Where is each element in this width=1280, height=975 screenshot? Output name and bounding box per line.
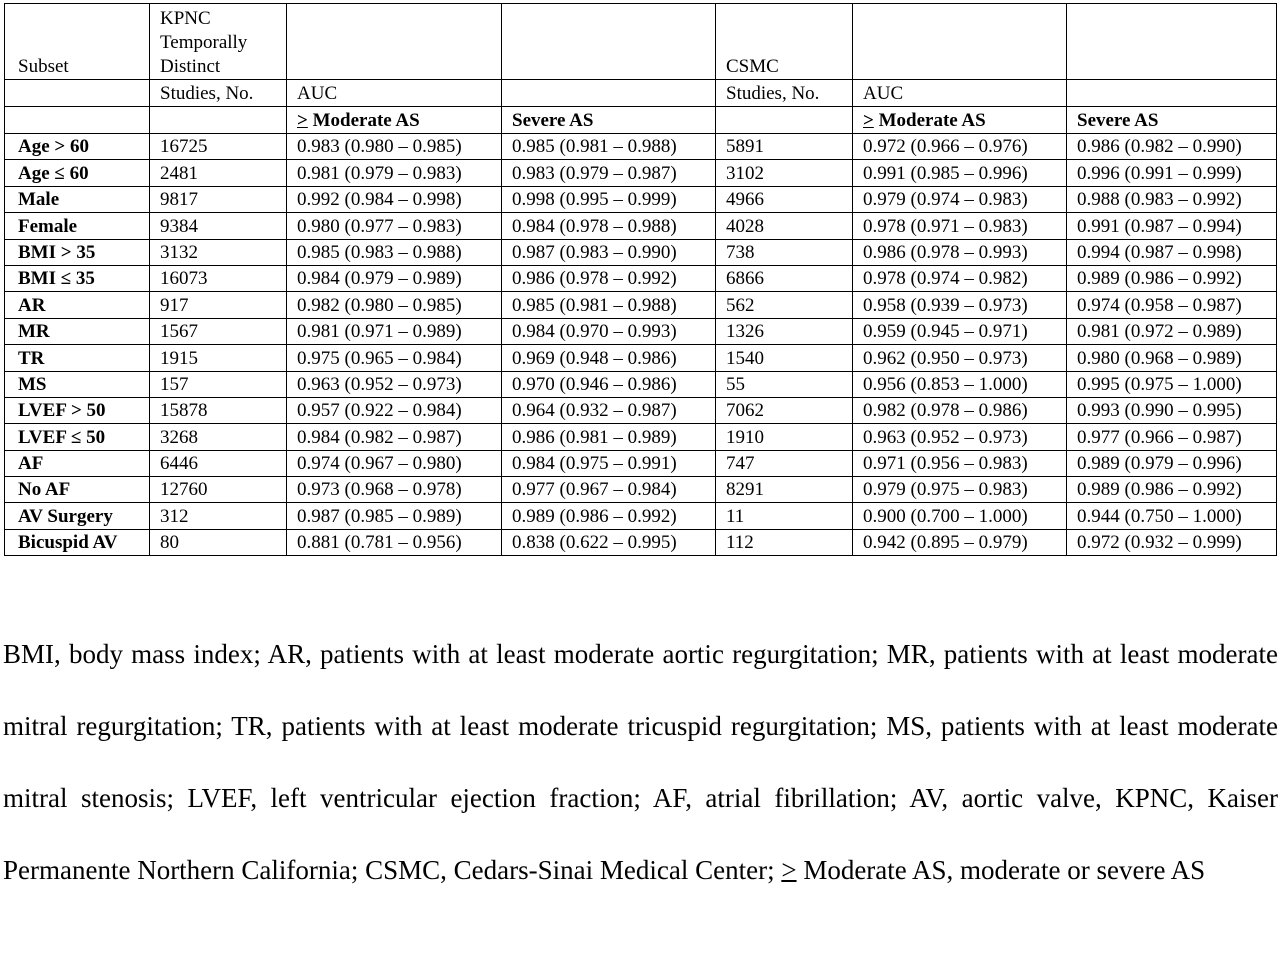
kpnc-count-cell: 1915 (150, 345, 287, 371)
subset-cell: BMI ≤ 35 (5, 265, 150, 291)
csmc-severe-auc-cell: 0.991 (0.987 – 0.994) (1067, 213, 1277, 239)
header-kpnc-moderate-as (287, 107, 502, 134)
csmc-severe-auc-cell: 0.993 (0.990 – 0.995) (1067, 397, 1277, 423)
table-row (5, 450, 1277, 476)
kpnc-severe-auc-cell: 0.983 (0.979 – 0.987) (502, 160, 716, 186)
kpnc-severe-auc-cell: 0.998 (0.995 – 0.999) (502, 186, 716, 212)
ge-symbol: > (863, 110, 874, 131)
kpnc-severe-auc-cell: 0.964 (0.932 – 0.987) (502, 397, 716, 423)
header-moderate-as-label: Moderate AS (873, 110, 986, 131)
kpnc-moderate-auc-cell: 0.992 (0.984 – 0.998) (287, 186, 502, 212)
kpnc-moderate-auc-cell: 0.974 (0.967 – 0.980) (287, 450, 502, 476)
kpnc-severe-auc-cell: 0.985 (0.981 – 0.988) (502, 292, 716, 318)
header-empty (5, 80, 150, 107)
csmc-moderate-auc-cell: 0.972 (0.966 – 0.976) (853, 134, 1067, 160)
kpnc-severe-auc-cell: 0.986 (0.981 – 0.989) (502, 424, 716, 450)
csmc-count-cell: 562 (716, 292, 853, 318)
kpnc-count-cell: 6446 (150, 450, 287, 476)
csmc-count-cell: 1540 (716, 345, 853, 371)
footnote-suffix: Moderate AS, moderate or severe AS (796, 855, 1206, 885)
header-empty (287, 4, 502, 80)
csmc-severe-auc-cell: 0.989 (0.986 – 0.992) (1067, 265, 1277, 291)
csmc-severe-auc-cell: 0.989 (0.986 – 0.992) (1067, 477, 1277, 503)
table-row (5, 265, 1277, 291)
table-row (5, 239, 1277, 265)
csmc-count-cell: 6866 (716, 265, 853, 291)
csmc-severe-auc-cell: 0.986 (0.982 – 0.990) (1067, 134, 1277, 160)
kpnc-count-cell: 1567 (150, 318, 287, 344)
csmc-moderate-auc-cell: 0.900 (0.700 – 1.000) (853, 503, 1067, 529)
subset-cell: BMI > 35 (5, 239, 150, 265)
csmc-moderate-auc-cell: 0.959 (0.945 – 0.971) (853, 318, 1067, 344)
kpnc-count-cell: 917 (150, 292, 287, 318)
csmc-severe-auc-cell: 0.977 (0.966 – 0.987) (1067, 424, 1277, 450)
csmc-moderate-auc-cell: 0.958 (0.939 – 0.973) (853, 292, 1067, 318)
kpnc-count-cell: 15878 (150, 397, 287, 423)
csmc-moderate-auc-cell: 0.942 (0.895 – 0.979) (853, 529, 1067, 555)
kpnc-moderate-auc-cell: 0.983 (0.980 – 0.985) (287, 134, 502, 160)
header-empty (502, 80, 716, 107)
kpnc-count-cell: 80 (150, 529, 287, 555)
kpnc-severe-auc-cell: 0.986 (0.978 – 0.992) (502, 265, 716, 291)
kpnc-moderate-auc-cell: 0.984 (0.979 – 0.989) (287, 265, 502, 291)
kpnc-count-cell: 157 (150, 371, 287, 397)
kpnc-moderate-auc-cell: 0.982 (0.980 – 0.985) (287, 292, 502, 318)
kpnc-moderate-auc-cell: 0.973 (0.968 – 0.978) (287, 477, 502, 503)
header-row-2 (5, 80, 1277, 107)
header-empty (716, 107, 853, 134)
csmc-count-cell: 4028 (716, 213, 853, 239)
subset-cell: AF (5, 450, 150, 476)
header-moderate-as-label: Moderate AS (307, 110, 420, 131)
csmc-count-cell: 738 (716, 239, 853, 265)
header-empty (5, 107, 150, 134)
subset-cell: AR (5, 292, 150, 318)
kpnc-count-cell: 16725 (150, 134, 287, 160)
kpnc-count-cell: 3132 (150, 239, 287, 265)
header-csmc-severe-as: Severe AS (1067, 107, 1277, 134)
kpnc-severe-auc-cell: 0.838 (0.622 – 0.995) (502, 529, 716, 555)
kpnc-severe-auc-cell: 0.987 (0.983 – 0.990) (502, 239, 716, 265)
csmc-moderate-auc-cell: 0.963 (0.952 – 0.973) (853, 424, 1067, 450)
table-row (5, 371, 1277, 397)
kpnc-severe-auc-cell: 0.985 (0.981 – 0.988) (502, 134, 716, 160)
kpnc-moderate-auc-cell: 0.881 (0.781 – 0.956) (287, 529, 502, 555)
header-kpnc-severe-as: Severe AS (502, 107, 716, 134)
table-row (5, 503, 1277, 529)
csmc-count-cell: 112 (716, 529, 853, 555)
footnote-abbreviations: BMI, body mass index; AR, patients with at least moderate aortic regurgitation; MR, patients with at least moderate mitral regurgitation; TR, patients with at least moderate tricuspid regurgitation; MS, patients with at least moderate mitral stenosis; LVEF, left ventricular ejection fraction; AF, atrial fibrillation; AV, aortic valve, KPNC, Kaiser Permanente Northern California; CSMC, Cedars-Sinai Medical Center; (3, 639, 1278, 885)
table-row (5, 424, 1277, 450)
csmc-severe-auc-cell: 0.974 (0.958 – 0.987) (1067, 292, 1277, 318)
table-row (5, 318, 1277, 344)
header-kpnc-studies-bottom: Studies, No. (150, 80, 287, 107)
csmc-moderate-auc-cell: 0.978 (0.971 – 0.983) (853, 213, 1067, 239)
csmc-moderate-auc-cell: 0.978 (0.974 – 0.982) (853, 265, 1067, 291)
csmc-count-cell: 747 (716, 450, 853, 476)
table-row (5, 529, 1277, 555)
csmc-count-cell: 7062 (716, 397, 853, 423)
table-row (5, 345, 1277, 371)
kpnc-severe-auc-cell: 0.977 (0.967 – 0.984) (502, 477, 716, 503)
csmc-severe-auc-cell: 0.980 (0.968 – 0.989) (1067, 345, 1277, 371)
kpnc-moderate-auc-cell: 0.987 (0.985 – 0.989) (287, 503, 502, 529)
header-kpnc-line: Temporally (160, 32, 248, 53)
subset-cell: Age ≤ 60 (5, 160, 150, 186)
kpnc-severe-auc-cell: 0.984 (0.975 – 0.991) (502, 450, 716, 476)
csmc-moderate-auc-cell: 0.986 (0.978 – 0.993) (853, 239, 1067, 265)
kpnc-severe-auc-cell: 0.970 (0.946 – 0.986) (502, 371, 716, 397)
kpnc-moderate-auc-cell: 0.957 (0.922 – 0.984) (287, 397, 502, 423)
csmc-moderate-auc-cell: 0.962 (0.950 – 0.973) (853, 345, 1067, 371)
kpnc-severe-auc-cell: 0.984 (0.970 – 0.993) (502, 318, 716, 344)
csmc-severe-auc-cell: 0.996 (0.991 – 0.999) (1067, 160, 1277, 186)
table-footnote (3, 618, 1278, 906)
kpnc-severe-auc-cell: 0.969 (0.948 – 0.986) (502, 345, 716, 371)
csmc-severe-auc-cell: 0.944 (0.750 – 1.000) (1067, 503, 1277, 529)
csmc-severe-auc-cell: 0.989 (0.979 – 0.996) (1067, 450, 1277, 476)
csmc-severe-auc-cell: 0.988 (0.983 – 0.992) (1067, 186, 1277, 212)
header-empty (1067, 4, 1277, 80)
header-empty (853, 4, 1067, 80)
header-row-1 (5, 4, 1277, 80)
kpnc-moderate-auc-cell: 0.980 (0.977 – 0.983) (287, 213, 502, 239)
kpnc-count-cell: 12760 (150, 477, 287, 503)
csmc-count-cell: 11 (716, 503, 853, 529)
csmc-count-cell: 1326 (716, 318, 853, 344)
kpnc-count-cell: 9384 (150, 213, 287, 239)
subset-cell: MS (5, 371, 150, 397)
header-kpnc-studies-top (150, 4, 287, 80)
subset-cell: Age > 60 (5, 134, 150, 160)
csmc-moderate-auc-cell: 0.982 (0.978 – 0.986) (853, 397, 1067, 423)
subset-cell: No AF (5, 477, 150, 503)
kpnc-count-cell: 16073 (150, 265, 287, 291)
ge-symbol: > (297, 110, 308, 131)
csmc-count-cell: 4966 (716, 186, 853, 212)
kpnc-count-cell: 9817 (150, 186, 287, 212)
csmc-moderate-auc-cell: 0.991 (0.985 – 0.996) (853, 160, 1067, 186)
header-csmc-studies-bottom: Studies, No. (716, 80, 853, 107)
table-row (5, 397, 1277, 423)
csmc-moderate-auc-cell: 0.979 (0.974 – 0.983) (853, 186, 1067, 212)
csmc-count-cell: 1910 (716, 424, 853, 450)
table-row (5, 213, 1277, 239)
kpnc-moderate-auc-cell: 0.981 (0.971 – 0.989) (287, 318, 502, 344)
header-csmc-moderate-as (853, 107, 1067, 134)
table-row (5, 186, 1277, 212)
subset-cell: LVEF > 50 (5, 397, 150, 423)
subset-cell: TR (5, 345, 150, 371)
kpnc-moderate-auc-cell: 0.963 (0.952 – 0.973) (287, 371, 502, 397)
footnote-ge-symbol: > (781, 855, 797, 885)
csmc-count-cell: 55 (716, 371, 853, 397)
csmc-moderate-auc-cell: 0.956 (0.853 – 1.000) (853, 371, 1067, 397)
header-empty (502, 4, 716, 80)
subset-cell: MR (5, 318, 150, 344)
header-csmc-auc: AUC (853, 80, 1067, 107)
csmc-severe-auc-cell: 0.981 (0.972 – 0.989) (1067, 318, 1277, 344)
csmc-moderate-auc-cell: 0.971 (0.956 – 0.983) (853, 450, 1067, 476)
header-subset: Subset (5, 4, 150, 80)
csmc-severe-auc-cell: 0.995 (0.975 – 1.000) (1067, 371, 1277, 397)
results-table (4, 3, 1277, 556)
table-row (5, 292, 1277, 318)
kpnc-severe-auc-cell: 0.984 (0.978 – 0.988) (502, 213, 716, 239)
csmc-count-cell: 8291 (716, 477, 853, 503)
header-row-3 (5, 107, 1277, 134)
header-empty (150, 107, 287, 134)
kpnc-moderate-auc-cell: 0.985 (0.983 – 0.988) (287, 239, 502, 265)
header-kpnc-line: KPNC (160, 8, 211, 29)
subset-cell: LVEF ≤ 50 (5, 424, 150, 450)
csmc-count-cell: 5891 (716, 134, 853, 160)
csmc-severe-auc-cell: 0.994 (0.987 – 0.998) (1067, 239, 1277, 265)
table-row (5, 477, 1277, 503)
header-kpnc-line: Distinct (160, 56, 221, 77)
kpnc-count-cell: 2481 (150, 160, 287, 186)
kpnc-count-cell: 3268 (150, 424, 287, 450)
table-row (5, 160, 1277, 186)
subset-cell: AV Surgery (5, 503, 150, 529)
table-body (5, 134, 1277, 556)
csmc-moderate-auc-cell: 0.979 (0.975 – 0.983) (853, 477, 1067, 503)
header-empty (1067, 80, 1277, 107)
header-kpnc-auc: AUC (287, 80, 502, 107)
table-row (5, 134, 1277, 160)
csmc-severe-auc-cell: 0.972 (0.932 – 0.999) (1067, 529, 1277, 555)
kpnc-moderate-auc-cell: 0.975 (0.965 – 0.984) (287, 345, 502, 371)
subset-cell: Bicuspid AV (5, 529, 150, 555)
csmc-count-cell: 3102 (716, 160, 853, 186)
header-csmc-top: CSMC (716, 4, 853, 80)
kpnc-moderate-auc-cell: 0.984 (0.982 – 0.987) (287, 424, 502, 450)
kpnc-severe-auc-cell: 0.989 (0.986 – 0.992) (502, 503, 716, 529)
kpnc-moderate-auc-cell: 0.981 (0.979 – 0.983) (287, 160, 502, 186)
kpnc-count-cell: 312 (150, 503, 287, 529)
subset-cell: Male (5, 186, 150, 212)
subset-cell: Female (5, 213, 150, 239)
